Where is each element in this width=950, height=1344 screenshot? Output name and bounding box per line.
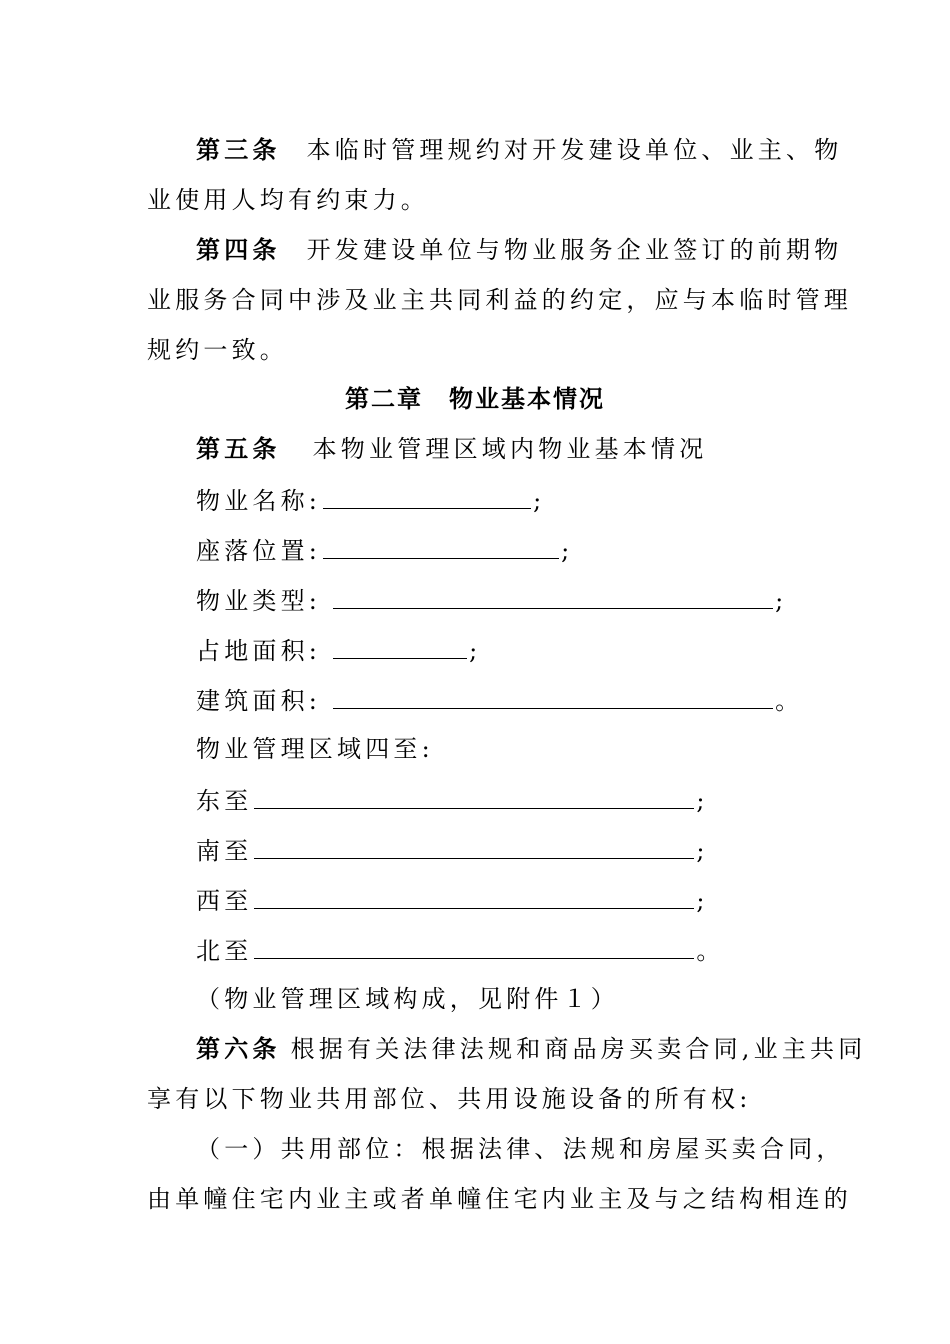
blank-line (254, 832, 694, 859)
punctuation: ; (533, 487, 546, 515)
blank-line (333, 682, 773, 709)
article-6-item-1-line-1: （一）共用部位：根据法律、法规和房屋买卖合同， (196, 1135, 845, 1163)
boundary-west (196, 882, 856, 918)
article-3-line-1 (196, 133, 856, 167)
field-label: 建筑面积: (196, 687, 322, 715)
blank-line (254, 932, 694, 959)
article-4-text: 开发建设单位与物业服务企业签订的前期物 (306, 236, 843, 264)
field-building-area (196, 682, 856, 718)
blank-line (333, 632, 467, 659)
article-3-line-2: 业使用人均有约束力。 (147, 186, 429, 214)
article-3-label: 第三条 (196, 135, 281, 164)
blank-line (323, 482, 531, 509)
chapter-2-title: 第二章 物业基本情况 (345, 384, 605, 413)
article-4-line-2: 业服务合同中涉及业主共同利益的约定，应与本临时管理 (147, 286, 852, 314)
boundary-south (196, 832, 856, 868)
field-land-area (196, 632, 856, 668)
article-6-line-1 (196, 1032, 867, 1066)
annex-note: （物业管理区域构成，见附件１） (196, 985, 619, 1013)
article-4-line-3: 规约一致。 (147, 336, 288, 364)
field-label: 物业名称: (196, 487, 322, 515)
blank-line (323, 532, 559, 559)
punctuation: 。 (775, 687, 804, 715)
article-3-text: 本临时管理规约对开发建设单位、业主、物 (306, 136, 843, 164)
field-property-name (196, 482, 856, 518)
punctuation: ; (696, 787, 709, 815)
punctuation: ; (561, 537, 574, 565)
boundary-label: 西至 (196, 887, 253, 915)
punctuation: 。 (696, 937, 725, 965)
blank-line (254, 782, 694, 809)
blank-line (333, 582, 773, 609)
blank-line (254, 882, 694, 909)
article-5-line-1 (196, 432, 856, 466)
punctuation: ; (696, 887, 709, 915)
article-5-text: 本物业管理区域内物业基本情况 (312, 435, 708, 463)
boundary-label: 南至 (196, 837, 253, 865)
article-6-line-2: 享有以下物业共用部位、共用设施设备的所有权: (147, 1085, 752, 1113)
punctuation: ; (775, 587, 788, 615)
boundary-label: 北至 (196, 937, 253, 965)
field-location (196, 532, 856, 568)
field-label: 占地面积: (196, 637, 322, 665)
field-label: 座落位置: (196, 537, 322, 565)
article-4-label: 第四条 (196, 235, 281, 264)
article-6-item-1-line-2: 由单幢住宅内业主或者单幢住宅内业主及与之结构相连的 (147, 1185, 852, 1213)
punctuation: ; (469, 637, 482, 665)
boundary-north (196, 932, 856, 968)
field-property-type (196, 582, 856, 618)
field-label: 物业类型: (196, 587, 322, 615)
article-5-label: 第五条 (196, 434, 281, 463)
article-4-line-1 (196, 233, 856, 267)
boundary-east (196, 782, 856, 818)
boundary-label: 东至 (196, 787, 253, 815)
article-6-text: 根据有关法律法规和商品房买卖合同,业主共同 (290, 1035, 867, 1063)
article-6-label: 第六条 (196, 1034, 281, 1063)
punctuation: ; (696, 837, 709, 865)
boundary-title: 物业管理区域四至: (196, 735, 434, 763)
